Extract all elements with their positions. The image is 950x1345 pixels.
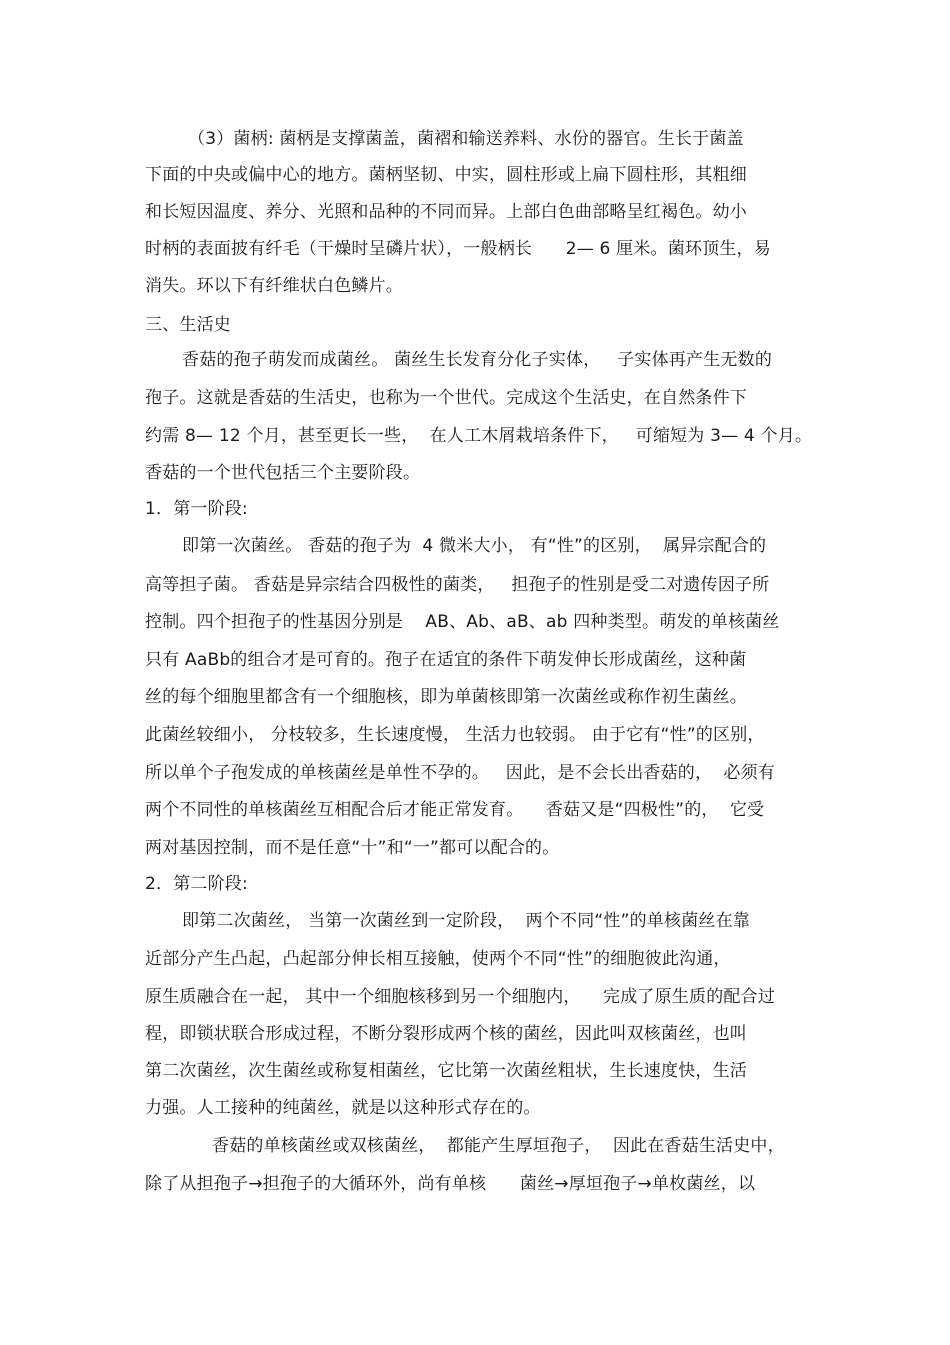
text-line: 除了从担孢子→担孢子的大循环外，尚有单核 菌丝→厚垣孢子→单枚菌丝，以	[145, 1174, 756, 1194]
text-line: 时柄的表面披有纤毛（干燥时呈磷片状），一般柄长 2— 6 厘米。菌环顶生，易	[145, 239, 771, 259]
subsection-heading: 1．第一阶段:	[145, 499, 248, 519]
text-line: 香菇的单核菌丝或双核菌丝， 都能产生厚垣孢子， 因此在香菇生活史中，	[212, 1136, 785, 1156]
text-line: 原生质融合在一起， 其中一个细胞核移到另一个细胞内， 完成了原生质的配合过	[145, 987, 776, 1007]
text-line: 第二次菌丝，次生菌丝或称复相菌丝，它比第一次菌丝粗状，生长速度快，生活	[145, 1061, 747, 1081]
text-line: 约需 8— 12 个月，甚至更长一些， 在人工木屑栽培条件下， 可缩短为 3— 4 个月。	[145, 426, 813, 446]
text-line: 即第一次菌丝。 香菇的孢子为 4 微米大小， 有“性”的区别， 属异宗配合的	[182, 536, 767, 556]
text-line: 只有 AaBb的组合才是可育的。孢子在适宜的条件下萌发伸长形成菌丝，这种菌	[145, 650, 747, 670]
text-line: 力强。人工接种的纯菌丝，就是以这种形式存在的。	[145, 1098, 541, 1118]
subsection-heading: 2．第二阶段:	[145, 874, 248, 894]
text-line: 丝的每个细胞里都含有一个细胞核，即为单菌核即第一次菌丝或称作初生菌丝。	[145, 687, 747, 707]
text-line: （3）菌柄: 菌柄是支撑菌盖，菌褶和输送养料、水份的器官。生长于菌盖	[188, 129, 744, 149]
text-line: 香菇的一个世代包括三个主要阶段。	[145, 463, 421, 483]
text-line: 下面的中央或偏中心的地方。菌柄坚韧、中实，圆柱形或上扁下圆柱形，其粗细	[145, 165, 747, 185]
text-line: 消失。环以下有纤维状白色鳞片。	[145, 276, 403, 296]
text-line: 即第二次菌丝， 当第一次菌丝到一定阶段， 两个不同“性”的单核菌丝在靠	[182, 911, 751, 931]
text-line: 香菇的孢子萌发而成菌丝。 菌丝生长发育分化子实体， 子实体再产生无数的	[182, 350, 773, 370]
text-line: 孢子。这就是香菇的生活史，也称为一个世代。完成这个生活史，在自然条件下	[145, 388, 747, 408]
text-line: 近部分产生凸起，凸起部分伸长相互接触，使两个不同“性”的细胞彼此沟通，	[145, 949, 731, 969]
section-heading: 三、生活史	[145, 315, 231, 335]
text-line: 所以单个子孢发成的单核菌丝是单性不孕的。 因此，是不会长出香菇的， 必须有	[145, 763, 776, 783]
text-line: 此菌丝较细小， 分枝较多，生长速度慢， 生活力也较弱。 由于它有“性”的区别，	[145, 725, 765, 745]
text-line: 两个不同性的单核菌丝互相配合后才能正常发育。 香菇又是“四极性”的， 它受	[145, 800, 765, 820]
text-line: 两对基因控制，而不是任意“十”和“一”都可以配合的。	[145, 838, 560, 858]
text-line: 程，即锁状联合形成过程，不断分裂形成两个核的菌丝，因此叫双核菌丝，也叫	[145, 1024, 747, 1044]
text-line: 和长短因温度、养分、光照和品种的不同而异。上部白色曲部略呈红褐色。幼小	[145, 202, 747, 222]
text-line: 控制。四个担孢子的性基因分别是 AB、Ab、aB、ab 四种类型。萌发的单核菌丝	[145, 612, 780, 632]
text-line: 高等担子菌。 香菇是异宗结合四极性的菌类， 担孢子的性别是受二对遗传因子所	[145, 575, 770, 595]
